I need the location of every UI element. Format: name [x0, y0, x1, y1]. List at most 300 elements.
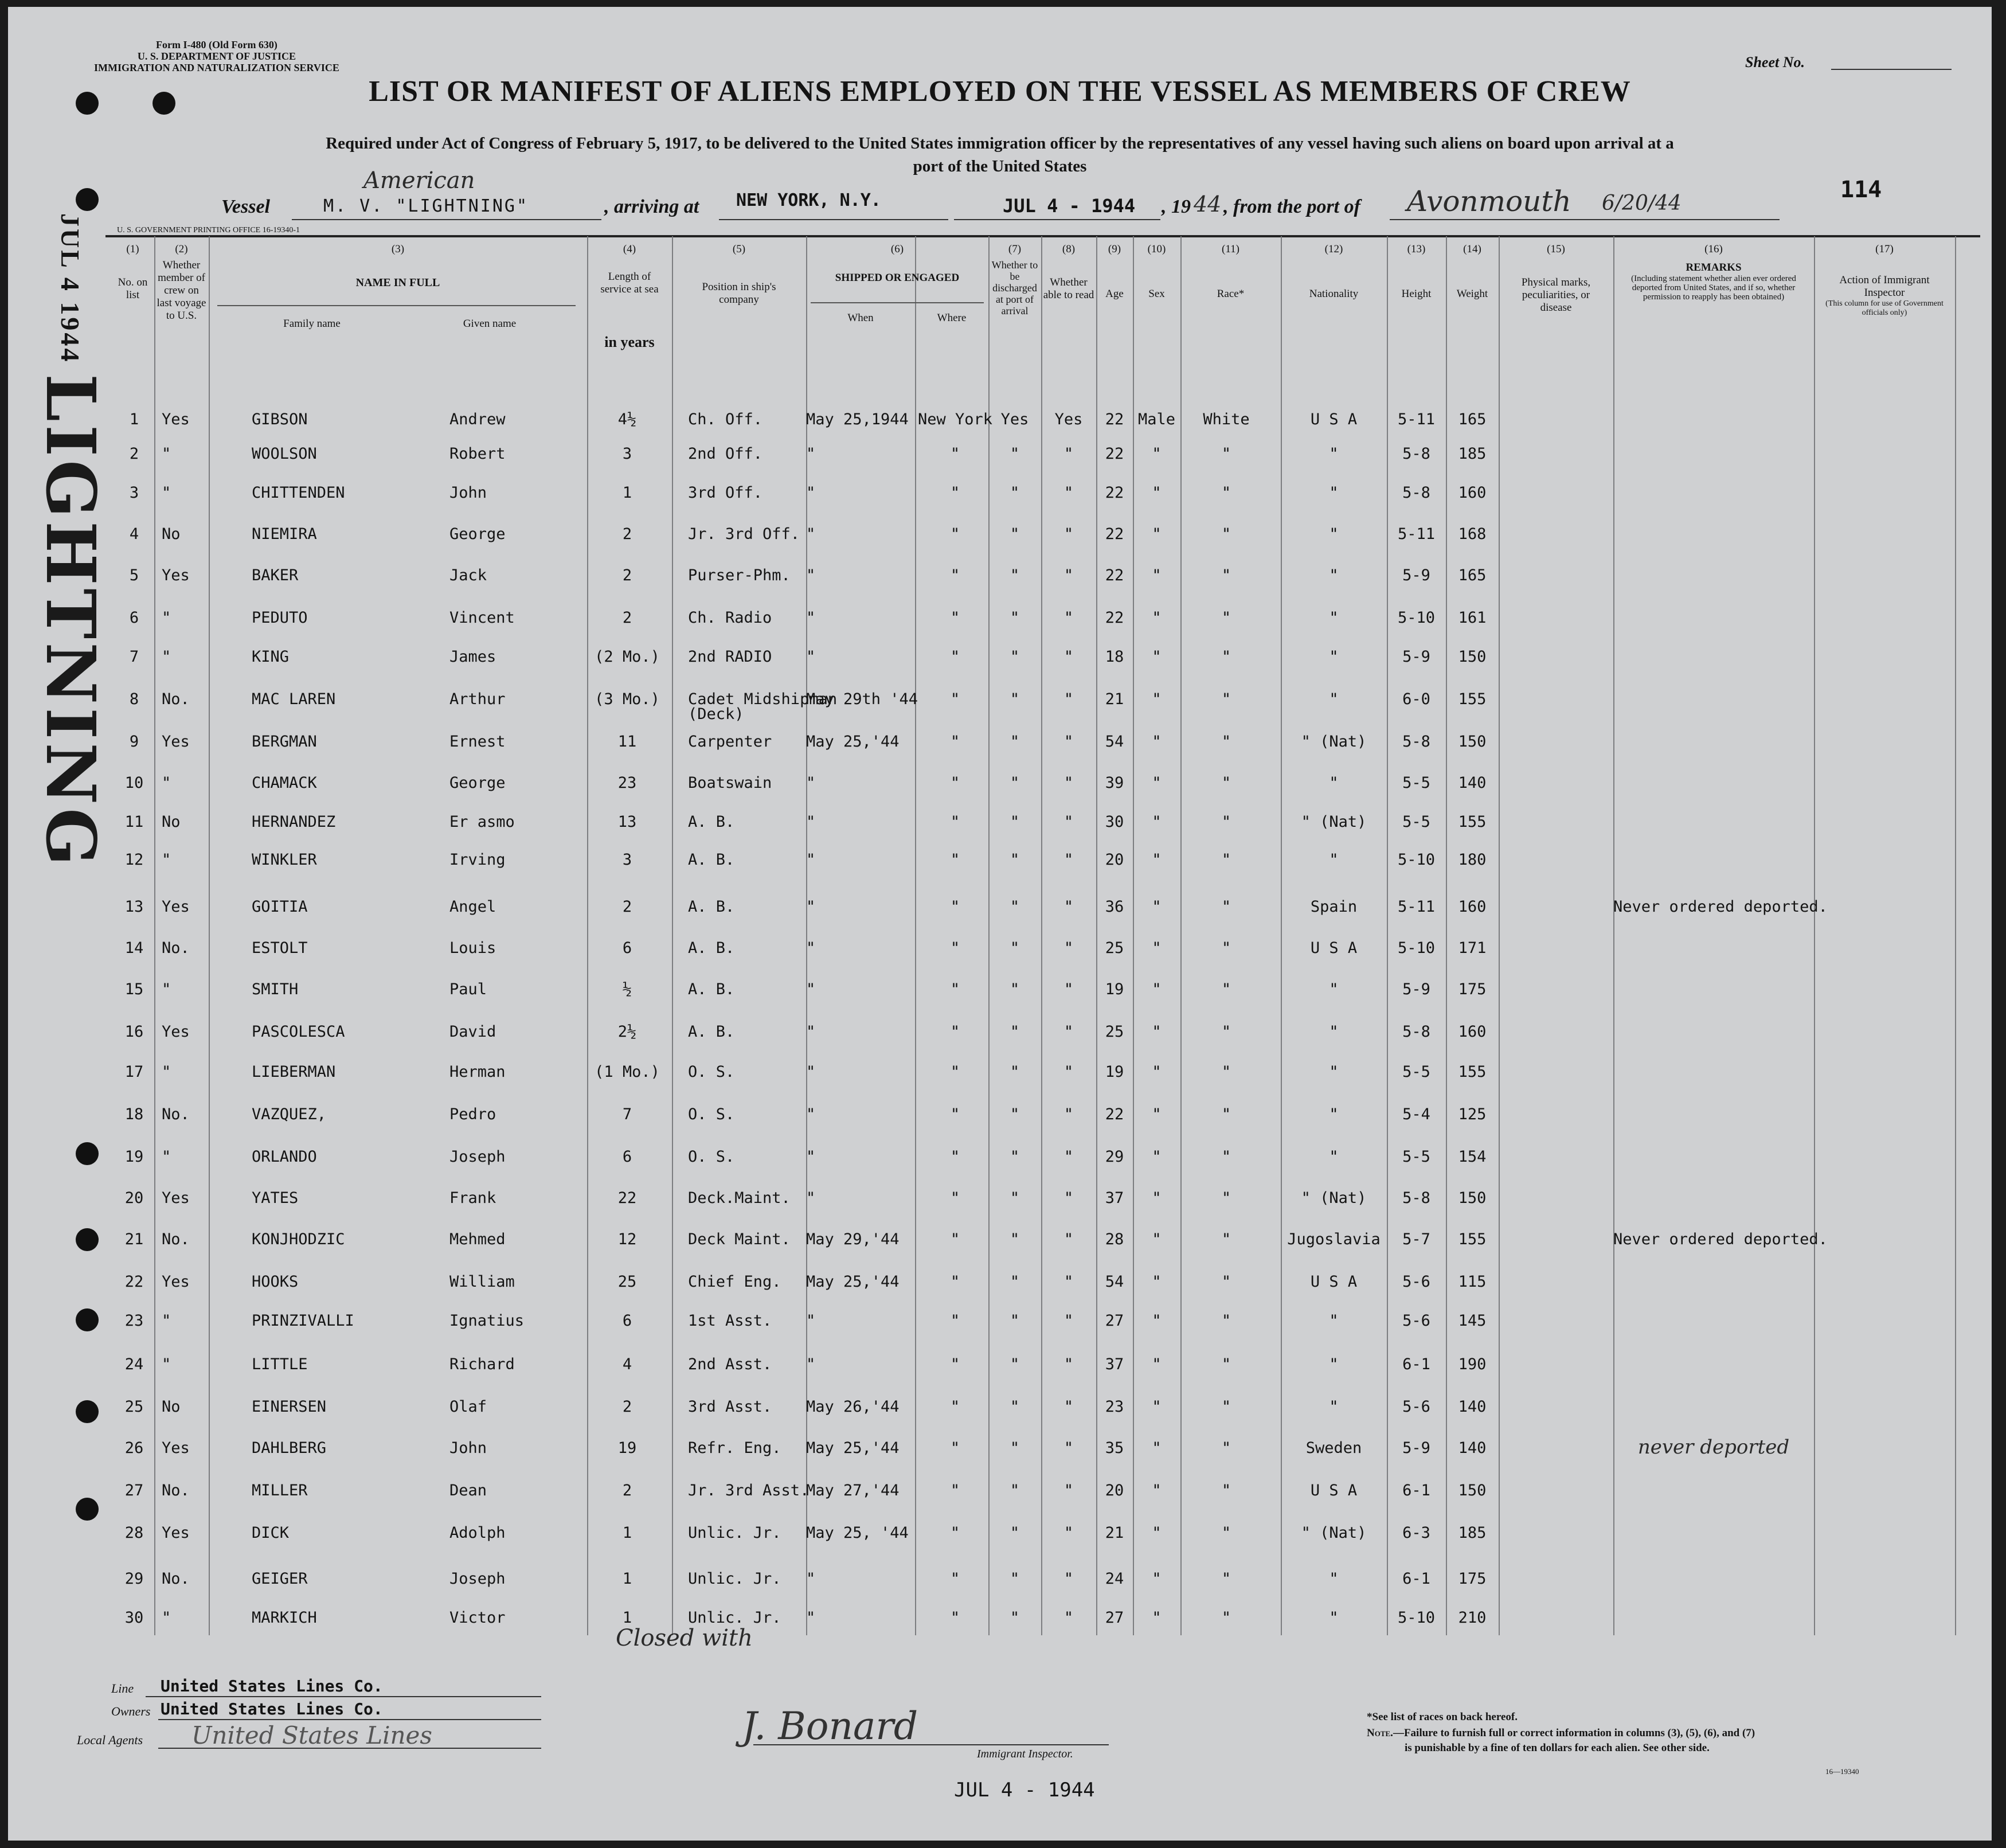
- family-name-cell: WOOLSON: [252, 445, 317, 463]
- shipped-when-cell: ": [806, 1189, 816, 1207]
- col13-label: Height: [1401, 288, 1432, 300]
- shipped-where-cell: New York: [917, 411, 993, 428]
- given-name-cell: Arthur: [449, 690, 506, 708]
- owners-value: United States Lines Co.: [161, 1699, 383, 1718]
- ship-position-cell: Purser-Phm.: [688, 566, 791, 584]
- able-to-read-cell: ": [1063, 1273, 1074, 1291]
- weight-cell: 161: [1458, 609, 1487, 627]
- service-years-cell: 12: [617, 1230, 637, 1248]
- given-name-cell: Louis: [449, 939, 496, 957]
- given-name-cell: Joseph: [449, 1570, 506, 1588]
- row-number-cell: 26: [124, 1439, 144, 1457]
- service-years-cell: 19: [617, 1439, 637, 1457]
- age-cell: 20: [1105, 851, 1124, 869]
- discharged-cell: ": [1010, 525, 1020, 543]
- given-name-cell: Andrew: [449, 411, 506, 428]
- col11-num: (11): [1222, 243, 1239, 255]
- owners-label: Owners: [111, 1704, 151, 1718]
- shipped-when-cell: ": [806, 1105, 816, 1123]
- vessel-handwritten: American: [363, 167, 475, 194]
- row-number-cell: 22: [124, 1273, 144, 1291]
- race-cell: ": [1221, 1273, 1231, 1291]
- sheet-no-label: Sheet No.: [1745, 54, 1805, 71]
- family-name-cell: KONJHODZIC: [252, 1230, 345, 1248]
- sex-cell: ": [1152, 525, 1162, 543]
- age-cell: 25: [1105, 1023, 1124, 1041]
- age-cell: 19: [1105, 980, 1124, 998]
- height-cell: 5-9: [1402, 566, 1430, 584]
- ship-position-cell: Deck Maint.: [688, 1230, 791, 1248]
- note-races: *See list of races on back hereof.: [1367, 1711, 1518, 1723]
- family-name-cell: WINKLER: [252, 851, 317, 869]
- shipped-when-cell: ": [806, 609, 816, 627]
- shipped-when-cell: May 26,'44: [806, 1398, 900, 1416]
- family-name-cell: GEIGER: [252, 1570, 308, 1588]
- given-name-cell: Joseph: [449, 1148, 506, 1166]
- row-number-cell: 3: [129, 484, 139, 502]
- height-cell: 5-10: [1397, 609, 1436, 627]
- prev-voyage-cell: ": [162, 774, 171, 792]
- weight-cell: 154: [1458, 1148, 1487, 1166]
- ship-position-cell: Deck.Maint.: [688, 1189, 791, 1207]
- vessel-underline: [292, 219, 601, 220]
- weight-cell: 168: [1458, 525, 1487, 543]
- able-to-read-cell: ": [1063, 566, 1074, 584]
- family-name-cell: KING: [252, 648, 290, 666]
- family-name-cell: HERNANDEZ: [252, 813, 336, 831]
- ship-position-cell: Ch. Off.: [688, 411, 763, 428]
- row-number-cell: 8: [129, 690, 139, 708]
- shipped-where-cell: ": [950, 898, 960, 916]
- family-name-cell: ESTOLT: [252, 939, 308, 957]
- ship-position-cell: 3rd Asst.: [688, 1398, 772, 1416]
- row-number-cell: 24: [124, 1355, 144, 1373]
- family-name-cell: MARKICH: [252, 1609, 317, 1627]
- form-department: U. S. DEPARTMENT OF JUSTICE: [137, 50, 296, 62]
- age-cell: 35: [1105, 1439, 1124, 1457]
- sex-cell: ": [1152, 1570, 1162, 1588]
- given-name-cell: Vincent: [449, 609, 515, 627]
- shipped-where-cell: ": [950, 445, 960, 463]
- prev-voyage-cell: No: [162, 1398, 181, 1416]
- col13-num: (13): [1407, 243, 1426, 255]
- family-name-cell: BAKER: [252, 566, 299, 584]
- service-years-cell: 13: [617, 813, 637, 831]
- weight-cell: 175: [1458, 980, 1487, 998]
- nationality-cell: " (Nat): [1301, 1524, 1367, 1542]
- note-line-2: is punishable by a fine of ten dollars for each alien. See other side.: [1405, 1742, 1710, 1754]
- service-years-cell: 6: [622, 1312, 632, 1330]
- able-to-read-cell: ": [1063, 609, 1074, 627]
- nationality-cell: ": [1329, 1570, 1339, 1588]
- family-name-cell: GIBSON: [252, 411, 308, 428]
- shipped-where-cell: ": [950, 1105, 960, 1123]
- shipped-when-cell: ": [806, 1609, 816, 1627]
- table-row: [8, 931, 1992, 966]
- given-name-cell: Mehmed: [449, 1230, 506, 1248]
- page-subtitle-1: Required under Act of Congress of February 5, 1917, to be delivered to the United States immigration officer by the representatives of any vessel having such aliens on board upon arrival at a: [326, 134, 1674, 153]
- row-number-cell: 11: [124, 813, 144, 831]
- col8-label: Whether able to read: [1043, 276, 1094, 301]
- discharged-cell: ": [1010, 1609, 1020, 1627]
- arriving-label: , arriving at: [604, 196, 699, 217]
- family-name-cell: YATES: [252, 1189, 299, 1207]
- row-number-cell: 21: [124, 1230, 144, 1248]
- age-cell: 25: [1105, 939, 1124, 957]
- race-cell: ": [1221, 609, 1231, 627]
- service-years-cell: 6: [622, 1148, 632, 1166]
- ship-position-cell: Ch. Radio: [688, 609, 772, 627]
- service-years-cell: 1: [622, 1570, 632, 1588]
- family-name-cell: MILLER: [252, 1482, 308, 1499]
- race-cell: ": [1221, 1355, 1231, 1373]
- col6-divider: [811, 302, 984, 303]
- prev-voyage-cell: Yes: [162, 733, 190, 751]
- service-years-cell: 25: [617, 1273, 637, 1291]
- able-to-read-cell: ": [1063, 1023, 1074, 1041]
- able-to-read-cell: ": [1063, 648, 1074, 666]
- family-name-cell: ORLANDO: [252, 1148, 317, 1166]
- table-row: [8, 725, 1992, 759]
- table-row: [8, 1055, 1992, 1089]
- shipped-when-cell: ": [806, 445, 816, 463]
- ship-position-cell: Jr. 3rd Off.: [688, 525, 800, 543]
- ship-position-cell: Jr. 3rd Asst.: [688, 1482, 810, 1499]
- able-to-read-cell: ": [1063, 1524, 1074, 1542]
- ship-position-cell: Chief Eng.: [688, 1273, 781, 1291]
- table-row: [8, 476, 1992, 510]
- discharged-cell: ": [1010, 566, 1020, 584]
- service-years-cell: 2: [622, 1482, 632, 1499]
- race-cell: ": [1221, 1609, 1231, 1627]
- margin-stamp-text: JUL 4 1944: [56, 213, 85, 364]
- able-to-read-cell: ": [1063, 1230, 1074, 1248]
- service-years-cell: 2: [622, 898, 632, 916]
- nationality-cell: ": [1329, 851, 1339, 869]
- col6-when: When: [847, 312, 874, 324]
- col11-label: Race*: [1217, 288, 1245, 300]
- able-to-read-cell: ": [1063, 484, 1074, 502]
- row-number-cell: 9: [129, 733, 139, 751]
- given-name-cell: Olaf: [449, 1398, 487, 1416]
- given-name-cell: Robert: [449, 445, 506, 463]
- col1-label: No. on list: [118, 276, 148, 301]
- sex-cell: ": [1152, 1189, 1162, 1207]
- age-cell: 22: [1105, 525, 1124, 543]
- given-name-cell: John: [449, 1439, 487, 1457]
- shipped-where-cell: ": [950, 1023, 960, 1041]
- age-cell: 19: [1105, 1063, 1124, 1081]
- service-years-cell: 2½: [617, 1023, 637, 1041]
- age-cell: 23: [1105, 1398, 1124, 1416]
- line-label: Line: [111, 1681, 134, 1695]
- discharged-cell: ": [1010, 980, 1020, 998]
- weight-cell: 160: [1458, 1023, 1487, 1041]
- row-number-cell: 18: [124, 1105, 144, 1123]
- shipped-when-cell: May 25,1944: [806, 411, 909, 428]
- col14-num: (14): [1463, 243, 1481, 255]
- race-cell: ": [1221, 939, 1231, 957]
- able-to-read-cell: ": [1063, 733, 1074, 751]
- service-years-cell: 4½: [617, 411, 637, 428]
- height-cell: 6-1: [1402, 1482, 1430, 1499]
- shipped-where-cell: ": [950, 813, 960, 831]
- service-years-cell: 3: [622, 851, 632, 869]
- sex-cell: ": [1152, 445, 1162, 463]
- age-cell: 37: [1105, 1355, 1124, 1373]
- ship-position-cell: A. B.: [688, 851, 735, 869]
- row-number-cell: 15: [124, 980, 144, 998]
- given-name-cell: Er asmo: [449, 813, 515, 831]
- prev-voyage-cell: Yes: [162, 1189, 190, 1207]
- ship-position-cell: Unlic. Jr.: [688, 1524, 781, 1542]
- sex-cell: ": [1152, 1398, 1162, 1416]
- shipped-where-cell: ": [950, 1230, 960, 1248]
- col4-num: (4): [623, 243, 636, 255]
- able-to-read-cell: ": [1063, 1570, 1074, 1588]
- family-name-cell: PEDUTO: [252, 609, 308, 627]
- able-to-read-cell: ": [1063, 690, 1074, 708]
- race-cell: ": [1221, 1482, 1231, 1499]
- prev-voyage-cell: ": [162, 1148, 171, 1166]
- nationality-cell: U S A: [1310, 939, 1358, 957]
- prev-voyage-cell: ": [162, 1609, 171, 1627]
- table-row: [8, 558, 1992, 593]
- height-cell: 5-6: [1402, 1273, 1430, 1291]
- prev-voyage-cell: No.: [162, 1105, 190, 1123]
- row-number-cell: 27: [124, 1482, 144, 1499]
- weight-cell: 125: [1458, 1105, 1487, 1123]
- age-cell: 22: [1105, 566, 1124, 584]
- sex-cell: ": [1152, 898, 1162, 916]
- given-name-cell: Irving: [449, 851, 506, 869]
- ship-position-cell: O. S.: [688, 1148, 735, 1166]
- able-to-read-cell: ": [1063, 851, 1074, 869]
- age-cell: 20: [1105, 1482, 1124, 1499]
- table-row: [8, 1015, 1992, 1049]
- row-number-cell: 25: [124, 1398, 144, 1416]
- discharged-cell: ": [1010, 648, 1020, 666]
- ship-position-cell: 2nd RADIO: [688, 648, 772, 666]
- height-cell: 5-11: [1397, 525, 1436, 543]
- nationality-cell: ": [1329, 1105, 1339, 1123]
- form-code: 16—19340: [1825, 1767, 1859, 1776]
- table-row: [8, 682, 1992, 723]
- able-to-read-cell: ": [1063, 525, 1074, 543]
- shipped-when-cell: May 29th '44: [806, 690, 918, 708]
- prev-voyage-cell: Yes: [162, 1439, 190, 1457]
- col12-num: (12): [1324, 243, 1343, 255]
- shipped-where-cell: ": [950, 484, 960, 502]
- service-years-cell: ½: [622, 980, 632, 998]
- nationality-cell: ": [1329, 609, 1339, 627]
- sex-cell: ": [1152, 1482, 1162, 1499]
- vessel-name: M. V. "LIGHTNING": [323, 196, 529, 216]
- shipped-when-cell: May 25,'44: [806, 1273, 900, 1291]
- discharged-cell: ": [1010, 609, 1020, 627]
- nationality-cell: ": [1329, 1063, 1339, 1081]
- family-name-cell: DICK: [252, 1524, 290, 1542]
- given-name-cell: Jack: [449, 566, 487, 584]
- height-cell: 5-6: [1402, 1398, 1430, 1416]
- ship-position-cell: O. S.: [688, 1063, 735, 1081]
- weight-cell: 155: [1458, 1063, 1487, 1081]
- service-years-cell: (3 Mo.): [595, 690, 660, 708]
- shipped-where-cell: ": [950, 1570, 960, 1588]
- family-name-cell: MAC LAREN: [252, 690, 336, 708]
- prev-voyage-cell: No.: [162, 939, 190, 957]
- weight-cell: 165: [1458, 566, 1487, 584]
- height-cell: 5-10: [1397, 851, 1436, 869]
- weight-cell: 180: [1458, 851, 1487, 869]
- sex-cell: ": [1152, 1609, 1162, 1627]
- nationality-cell: ": [1329, 484, 1339, 502]
- service-years-cell: 6: [622, 939, 632, 957]
- able-to-read-cell: Yes: [1054, 411, 1083, 428]
- discharged-cell: ": [1010, 733, 1020, 751]
- weight-cell: 150: [1458, 733, 1487, 751]
- sex-cell: ": [1152, 566, 1162, 584]
- port-underline: [1390, 219, 1780, 220]
- ship-position-cell: 1st Asst.: [688, 1312, 772, 1330]
- height-cell: 6-3: [1402, 1524, 1430, 1542]
- prev-voyage-cell: ": [162, 1312, 171, 1330]
- discharged-cell: ": [1010, 898, 1020, 916]
- discharged-cell: ": [1010, 1189, 1020, 1207]
- nationality-cell: " (Nat): [1301, 1189, 1367, 1207]
- row-number-cell: 16: [124, 1023, 144, 1041]
- height-cell: 5-7: [1402, 1230, 1430, 1248]
- owners-underline: [158, 1719, 541, 1720]
- family-name-cell: LIEBERMAN: [252, 1063, 336, 1081]
- able-to-read-cell: ": [1063, 813, 1074, 831]
- ship-position-cell: Carpenter: [688, 733, 772, 751]
- height-cell: 5-9: [1402, 1439, 1430, 1457]
- col3-num: (3): [391, 243, 405, 255]
- given-name-cell: James: [449, 648, 496, 666]
- nationality-cell: ": [1329, 566, 1339, 584]
- race-cell: ": [1221, 1063, 1231, 1081]
- row-number-cell: 14: [124, 939, 144, 957]
- height-cell: 5-5: [1402, 813, 1430, 831]
- shipped-when-cell: ": [806, 774, 816, 792]
- shipped-when-cell: ": [806, 851, 816, 869]
- shipped-where-cell: ": [950, 566, 960, 584]
- col3-given: Given name: [463, 318, 517, 330]
- discharged-cell: ": [1010, 1312, 1020, 1330]
- col10-label: Sex: [1148, 288, 1165, 300]
- family-name-cell: BERGMAN: [252, 733, 317, 751]
- table-row: [8, 517, 1992, 552]
- weight-cell: 190: [1458, 1355, 1487, 1373]
- date-underline: [954, 219, 1160, 220]
- weight-cell: 155: [1458, 813, 1487, 831]
- departure-date: 6/20/44: [1602, 192, 1682, 215]
- remarks-cell: Never ordered deported.: [1613, 1230, 1828, 1248]
- discharged-cell: ": [1010, 1570, 1020, 1588]
- service-years-cell: 1: [622, 1524, 632, 1542]
- table-row: [8, 843, 1992, 877]
- race-cell: ": [1221, 1148, 1231, 1166]
- prev-voyage-cell: Yes: [162, 1273, 190, 1291]
- year-label: , 19: [1162, 196, 1191, 217]
- age-cell: 54: [1105, 733, 1124, 751]
- inspector-signature: J. Bonard: [742, 1704, 918, 1748]
- col4-unit: in years: [604, 334, 655, 350]
- col7-num: (7): [1008, 243, 1022, 255]
- footer-date-stamp: JUL 4 - 1944: [954, 1779, 1095, 1802]
- table-row: [8, 1181, 1992, 1216]
- discharged-cell: ": [1010, 1273, 1020, 1291]
- race-cell: ": [1221, 1230, 1231, 1248]
- shipped-where-cell: ": [950, 733, 960, 751]
- ship-position-cell: A. B.: [688, 1023, 735, 1041]
- col2-label: Whether member of crew on last voyage to U.S.: [157, 259, 206, 322]
- age-cell: 21: [1105, 1524, 1124, 1542]
- shipped-when-cell: ": [806, 813, 816, 831]
- weight-cell: 140: [1458, 774, 1487, 792]
- service-years-cell: 2: [622, 1398, 632, 1416]
- col9-num: (9): [1108, 243, 1121, 255]
- weight-cell: 140: [1458, 1398, 1487, 1416]
- age-cell: 22: [1105, 445, 1124, 463]
- service-years-cell: 2: [622, 566, 632, 584]
- page-number: 114: [1840, 177, 1882, 203]
- table-row: [8, 437, 1992, 471]
- nationality-cell: ": [1329, 1355, 1339, 1373]
- nationality-cell: ": [1329, 648, 1339, 666]
- col3-family: Family name: [283, 318, 341, 330]
- age-cell: 24: [1105, 1570, 1124, 1588]
- shipped-when-cell: May 25, '44: [806, 1524, 909, 1542]
- table-row: [8, 1140, 1992, 1174]
- ship-position-cell: Unlic. Jr.: [688, 1609, 781, 1627]
- given-name-cell: George: [449, 525, 506, 543]
- ship-position-sub-cell: (Deck): [688, 705, 744, 723]
- nationality-cell: ": [1329, 690, 1339, 708]
- able-to-read-cell: ": [1063, 1312, 1074, 1330]
- prev-voyage-cell: ": [162, 484, 171, 502]
- ship-position-cell: Cadet Midshipman: [688, 690, 838, 708]
- remarks-cell: never deported: [1637, 1436, 1790, 1459]
- prev-voyage-cell: ": [162, 648, 171, 666]
- prev-voyage-cell: ": [162, 851, 171, 869]
- table-row: [8, 1265, 1992, 1299]
- shipped-where-cell: ": [950, 1355, 960, 1373]
- signature-underline: [753, 1744, 1109, 1745]
- col5-num: (5): [732, 243, 746, 255]
- race-cell: ": [1221, 1189, 1231, 1207]
- able-to-read-cell: ": [1063, 445, 1074, 463]
- able-to-read-cell: ": [1063, 939, 1074, 957]
- prev-voyage-cell: No.: [162, 690, 190, 708]
- family-name-cell: LITTLE: [252, 1355, 308, 1373]
- table-row: [8, 766, 1992, 800]
- able-to-read-cell: ": [1063, 1355, 1074, 1373]
- year-value: 44: [1194, 192, 1222, 217]
- age-cell: 30: [1105, 813, 1124, 831]
- weight-cell: 160: [1458, 898, 1487, 916]
- discharged-cell: ": [1010, 445, 1020, 463]
- discharged-cell: ": [1010, 484, 1020, 502]
- nationality-cell: " (Nat): [1301, 733, 1367, 751]
- height-cell: 5-8: [1402, 484, 1430, 502]
- col12-label: Nationality: [1309, 288, 1359, 300]
- row-number-cell: 30: [124, 1609, 144, 1627]
- nationality-cell: ": [1329, 1023, 1339, 1041]
- height-cell: 5-9: [1402, 980, 1430, 998]
- able-to-read-cell: ": [1063, 1063, 1074, 1081]
